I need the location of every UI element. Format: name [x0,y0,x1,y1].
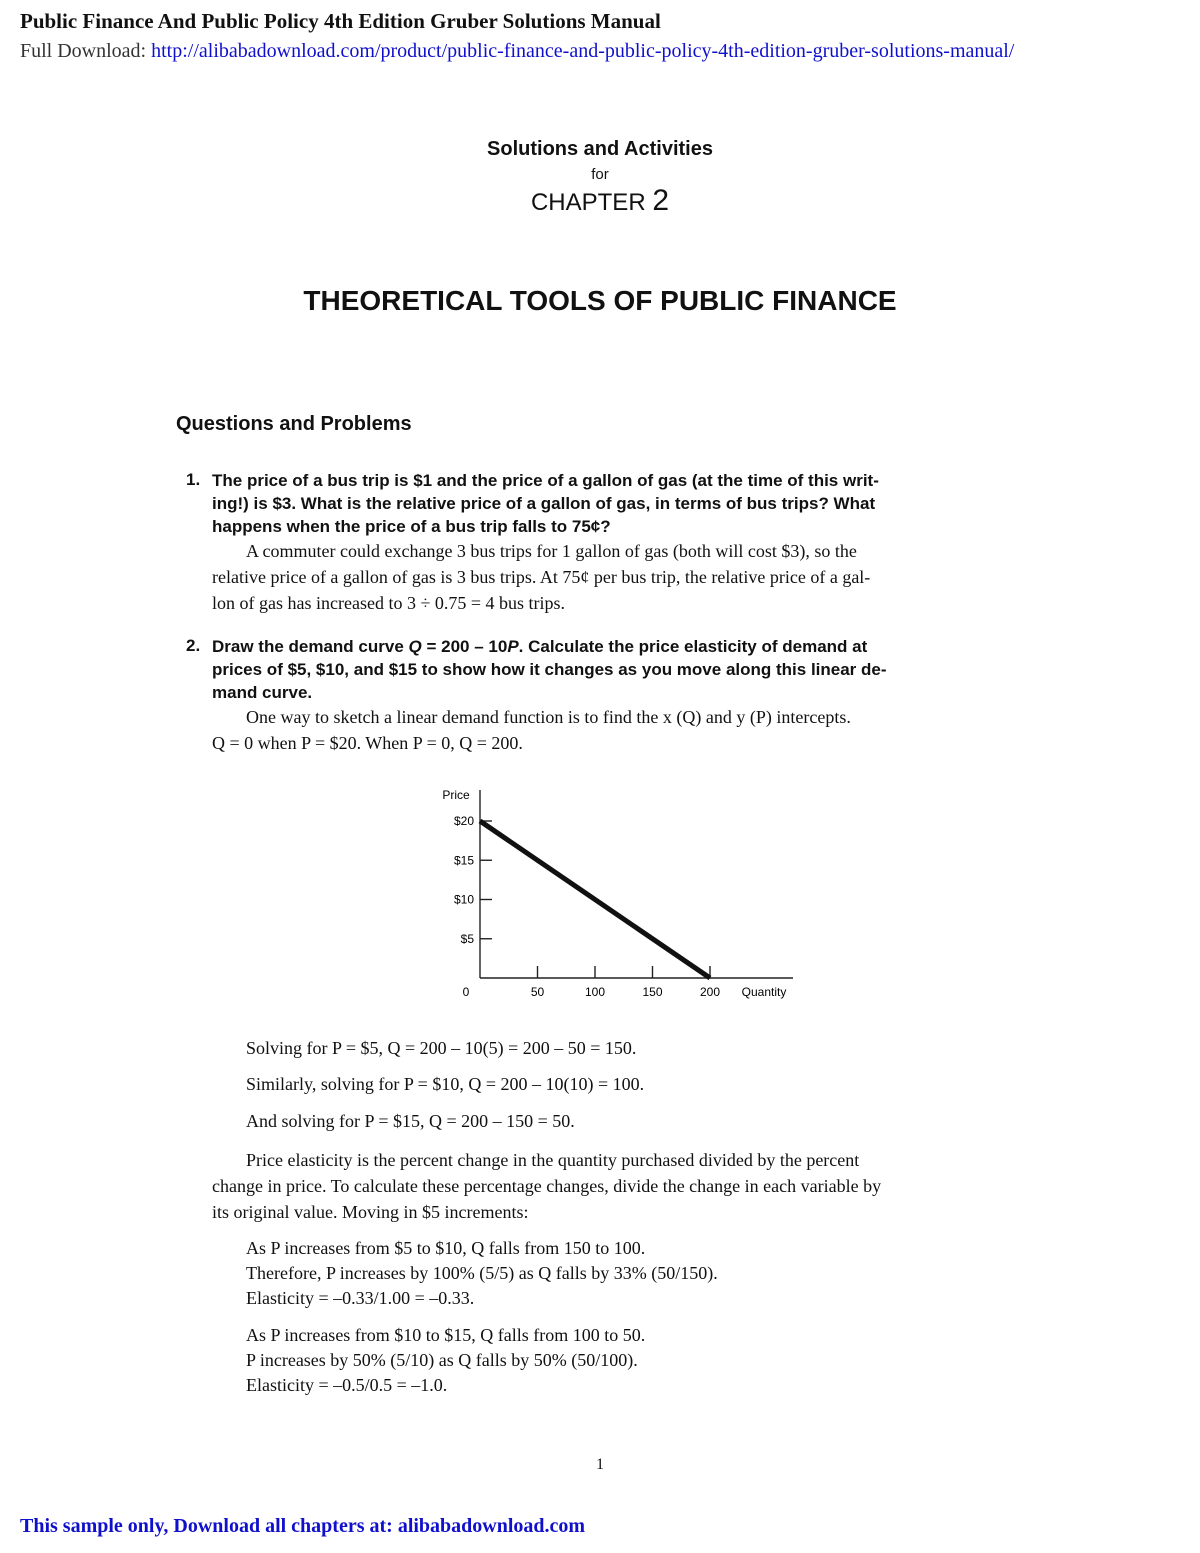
elasticity-paragraph [212,1147,1032,1225]
page-number: 1 [596,1456,604,1473]
section-heading: Questions and Problems [176,413,412,435]
y-tick-label: $10 [453,892,474,907]
calc-line: As P increases from $10 to $15, Q falls from 100 to 50. [246,1325,646,1345]
promo-download-line [20,40,1014,63]
question-1-text [212,469,1012,538]
x-tick-label: 200 [699,985,721,999]
question-2-number: 2. [186,636,201,655]
q2-var-p: P [507,637,519,656]
for-label: for [591,166,609,183]
promo-title: Public Finance And Public Policy 4th Edition Gruber Solutions Manual [20,9,661,33]
q2-text-part: Draw the demand curve [212,637,409,656]
question-1-line: ing!) is $3. What is the relative price of a gallon of gas, in terms of bus trips? What [212,494,876,513]
paragraph-line: change in price. To calculate these percentage changes, divide the change in each variable by [212,1176,882,1196]
chapter-word: CHAPTER [530,189,646,216]
answer-1-line: A commuter could exchange 3 bus trips for 1 gallon of gas (both will cost $3), so the [246,541,857,561]
answer-2-intro [212,704,1032,756]
download-label: Full Download: [20,40,147,62]
calc-line: P increases by 50% (5/10) as Q falls by 50% (50/100). [246,1350,638,1370]
question-2-line: mand curve. [212,683,313,702]
calc-line: Elasticity = –0.5/0.5 = –1.0. [246,1375,448,1395]
paragraph-line: Price elasticity is the percent change in the quantity purchased divided by the percent [246,1150,860,1170]
demand-curve-chart [420,780,820,1010]
y-axis-label: Price [442,788,470,802]
calc-line: Therefore, P increases by 100% (5/5) as Q falls by 33% (50/150). [246,1263,718,1283]
y-tick-label: $15 [453,853,474,868]
answer-2-line: Q = 0 when P = $20. When P = 0, Q = 200. [212,733,523,753]
question-1-line: happens when the price of a bus trip falls to 75¢? [212,517,611,536]
calc-line: Elasticity = –0.33/1.00 = –0.33. [246,1288,475,1308]
answer-1-line: relative price of a gallon of gas is 3 bus trips. At 75¢ per bus trip, the relative price of a gal- [212,567,871,587]
y-tick-label: $5 [460,931,474,946]
solve-line: Solving for P = $5, Q = 200 – 10(5) = 200 – 50 = 150. [246,1038,637,1058]
x-axis-label: Quantity [741,985,787,999]
q2-text-part: = 200 – 10 [421,637,508,656]
q2-var-q: Q [408,637,422,656]
paragraph-line: its original value. Moving in $5 increments: [212,1202,529,1222]
question-2-line: prices of $5, $10, and $15 to show how it changes as you move along this linear de- [212,660,887,679]
chapter-number: 2 [652,184,670,217]
download-link[interactable]: http://alibabadownload.com/product/public-finance-and-public-policy-4th-edition-gruber-solutions-manual/ [151,40,1015,62]
calc-line: As P increases from $5 to $10, Q falls from 150 to 100. [246,1238,646,1258]
chapter-title: THEORETICAL TOOLS OF PUBLIC FINANCE [303,285,897,316]
answer-1 [212,538,1032,616]
q2-text-part: . Calculate the price elasticity of demand at [518,637,868,656]
y-tick-label: $20 [453,814,474,828]
solve-line: And solving for P = $15, Q = 200 – 150 = 50. [246,1111,575,1131]
footer-download-banner[interactable]: This sample only, Download all chapters at: alibabadownload.com [20,1515,586,1537]
question-2-text [212,635,1012,704]
x-tick-label: 150 [642,985,663,999]
chapter-heading [0,184,1200,218]
question-2-line [212,635,1012,658]
question-1-number: 1. [186,470,201,489]
x-tick-label: 50 [530,985,545,999]
question-1-line: The price of a bus trip is $1 and the price of a gallon of gas (at the time of this writ- [212,471,879,490]
answer-2-line: One way to sketch a linear demand function is to find the x (Q) and y (P) intercepts. [246,707,851,727]
answer-1-line: lon of gas has increased to 3 ÷ 0.75 = 4 bus trips. [212,593,565,613]
origin-label: 0 [462,985,470,999]
solve-line: Similarly, solving for P = $10, Q = 200 – 10(10) = 100. [246,1074,645,1094]
solutions-heading: Solutions and Activities [487,138,713,160]
demand-line [480,821,710,978]
x-tick-label: 100 [584,985,606,999]
